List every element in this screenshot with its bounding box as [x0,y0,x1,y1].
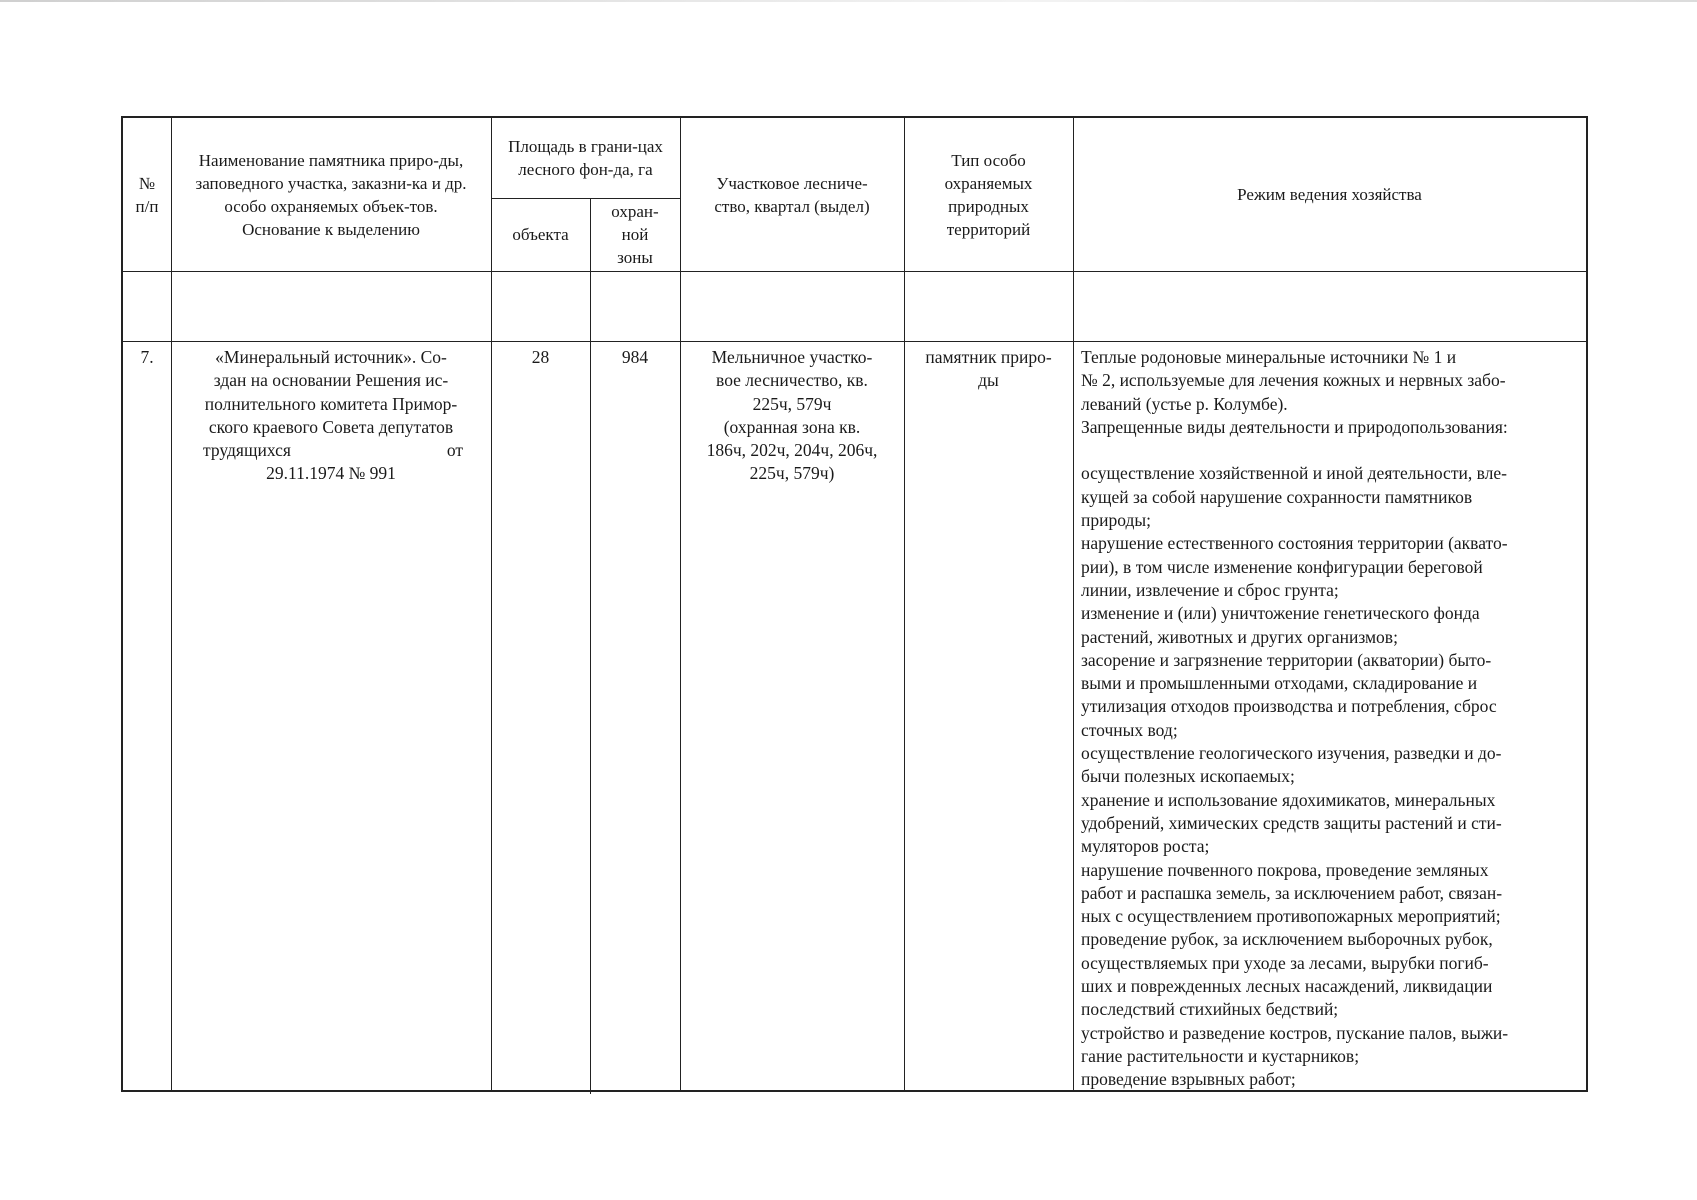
regime-line: гание растительности и кустарников; [1081,1045,1360,1066]
row-forestry-line: 186ч, 202ч, 204ч, 206ч, [706,440,878,461]
regime-line: ших и поврежденных лесных насаждений, ликвидации [1081,976,1493,997]
header-regime [1073,118,1586,271]
row-forestry-line: 225ч, 579ч [752,393,832,414]
regime-line: рии), в том числе изменение конфигурации береговой [1081,556,1483,577]
header-name [171,118,491,271]
header-area-group [491,118,680,198]
regime-line: растений, животных и других организмов; [1081,626,1398,647]
row-name [171,346,491,486]
row-area-object-text: 28 [531,347,550,367]
header-num [123,118,171,271]
regime-line: изменение и (или) уничтожение генетического фонда [1081,603,1480,624]
header-type-text: Тип особо охраняемых природных территорий [944,150,1033,239]
row-name-line: «Минеральный источник». Со- [215,347,447,367]
regime-line: леваний (устье р. Колумбе). [1081,393,1288,414]
header-regime-text: Режим ведения хозяйства [1237,185,1422,204]
header-name-text: Наименование памятника приро-ды, заповедного участка, заказни-ка и др. особо охраняемых объек-тов. Основание к выделению [195,150,467,239]
row-type-line: ды [978,370,999,391]
row-forestry [680,346,904,486]
protected-areas-table [121,116,1588,1092]
row-name-line: полнительного комитета Примор- [204,393,458,414]
header-area-zone-text: охран-ной зоны [611,202,659,267]
header-area-zone [590,198,680,271]
regime-line: нарушение естественного состояния территории (аквато- [1081,533,1508,554]
regime-line: № 2, используемые для лечения кожных и нервных забо- [1081,370,1506,391]
regime-line: утилизация отходов производства и потребления, сброс [1081,696,1497,717]
header-forestry-text: Участковое лесниче-ство, квартал (выдел) [714,173,870,216]
regime-line: проведение рубок, за исключением выборочных рубок, [1081,929,1493,950]
regime-line: осуществление хозяйственной и иной деятельности, вле- [1081,463,1507,484]
header-area-object [491,198,590,271]
row-forestry-line: вое лесничество, кв. [716,370,868,391]
regime-line: сточных вод; [1081,719,1178,740]
row-area-zone [590,346,680,369]
header-bottom-line [123,271,1586,272]
header-area-group-text: Площадь в грани-цах лесного фон-да, га [508,137,663,179]
scan-edge [0,0,1697,2]
row-area-zone-text: 984 [621,347,649,367]
row-name-line: здан на основании Решения ис- [213,370,449,391]
row-area-object [491,346,590,369]
col-divider-3 [590,198,591,1094]
regime-line: выми и промышленными отходами, складирование и [1081,673,1478,694]
row-name-line: ского краевого Совета депутатов [208,416,454,437]
regime-line: осуществляемых при уходе за лесами, вырубки погиб- [1081,952,1489,973]
regime-line: хранение и использование ядохимикатов, минеральных [1081,789,1496,810]
header-num-text: № п/п [135,173,159,216]
row-forestry-line: Мельничное участко- [711,347,873,367]
header-forestry [680,118,904,271]
regime-line: линии, извлечение и сброс грунта; [1081,579,1339,600]
regime-line: кущей за собой нарушение сохранности памятников [1081,486,1473,507]
regime-line: бычи полезных ископаемых; [1081,766,1295,787]
regime-line: нарушение почвенного покрова, проведение земляных [1081,859,1489,880]
regime-line: работ и распашка земель, за исключением работ, связан- [1081,882,1503,903]
row-type [904,346,1073,393]
row-regime [1081,346,1581,1092]
row-name-line: от [446,440,463,461]
regime-line: засорение и загрязнение территории (акватории) быто- [1081,649,1492,670]
regime-line: Теплые родоновые минеральные источники № 1 и [1081,347,1457,367]
regime-line [1081,439,1581,462]
regime-line: Запрещенные виды деятельности и природопользования: [1081,416,1508,437]
header-type [904,118,1073,271]
row-num-text: 7. [140,347,154,367]
regime-line: устройство и разведение костров, пускание палов, выжи- [1081,1022,1509,1043]
regime-line: проведение взрывных работ; [1081,1069,1296,1090]
row-name-line-split [181,439,481,462]
regime-line: последствий стихийных бедствий; [1081,999,1339,1020]
row-forestry-line: (охранная зона кв. [723,416,861,437]
row-type-line: памятник приро- [925,347,1052,367]
row-name-line: 29.11.1974 № 991 [266,463,396,484]
row-name-line: трудящихся [203,440,291,461]
regime-line: природы; [1081,510,1151,531]
regime-line: ных с осуществлением противопожарных мероприятий; [1081,906,1501,927]
row-num [123,346,171,369]
blank-row-bottom-line [123,341,1586,342]
row-forestry-line: 225ч, 579ч) [749,463,835,484]
regime-line: осуществление геологического изучения, разведки и до- [1081,743,1502,764]
header-area-object-text: объекта [512,225,569,244]
regime-line: удобрений, химических средств защиты растений и сти- [1081,812,1502,833]
regime-line: муляторов роста; [1081,836,1210,857]
